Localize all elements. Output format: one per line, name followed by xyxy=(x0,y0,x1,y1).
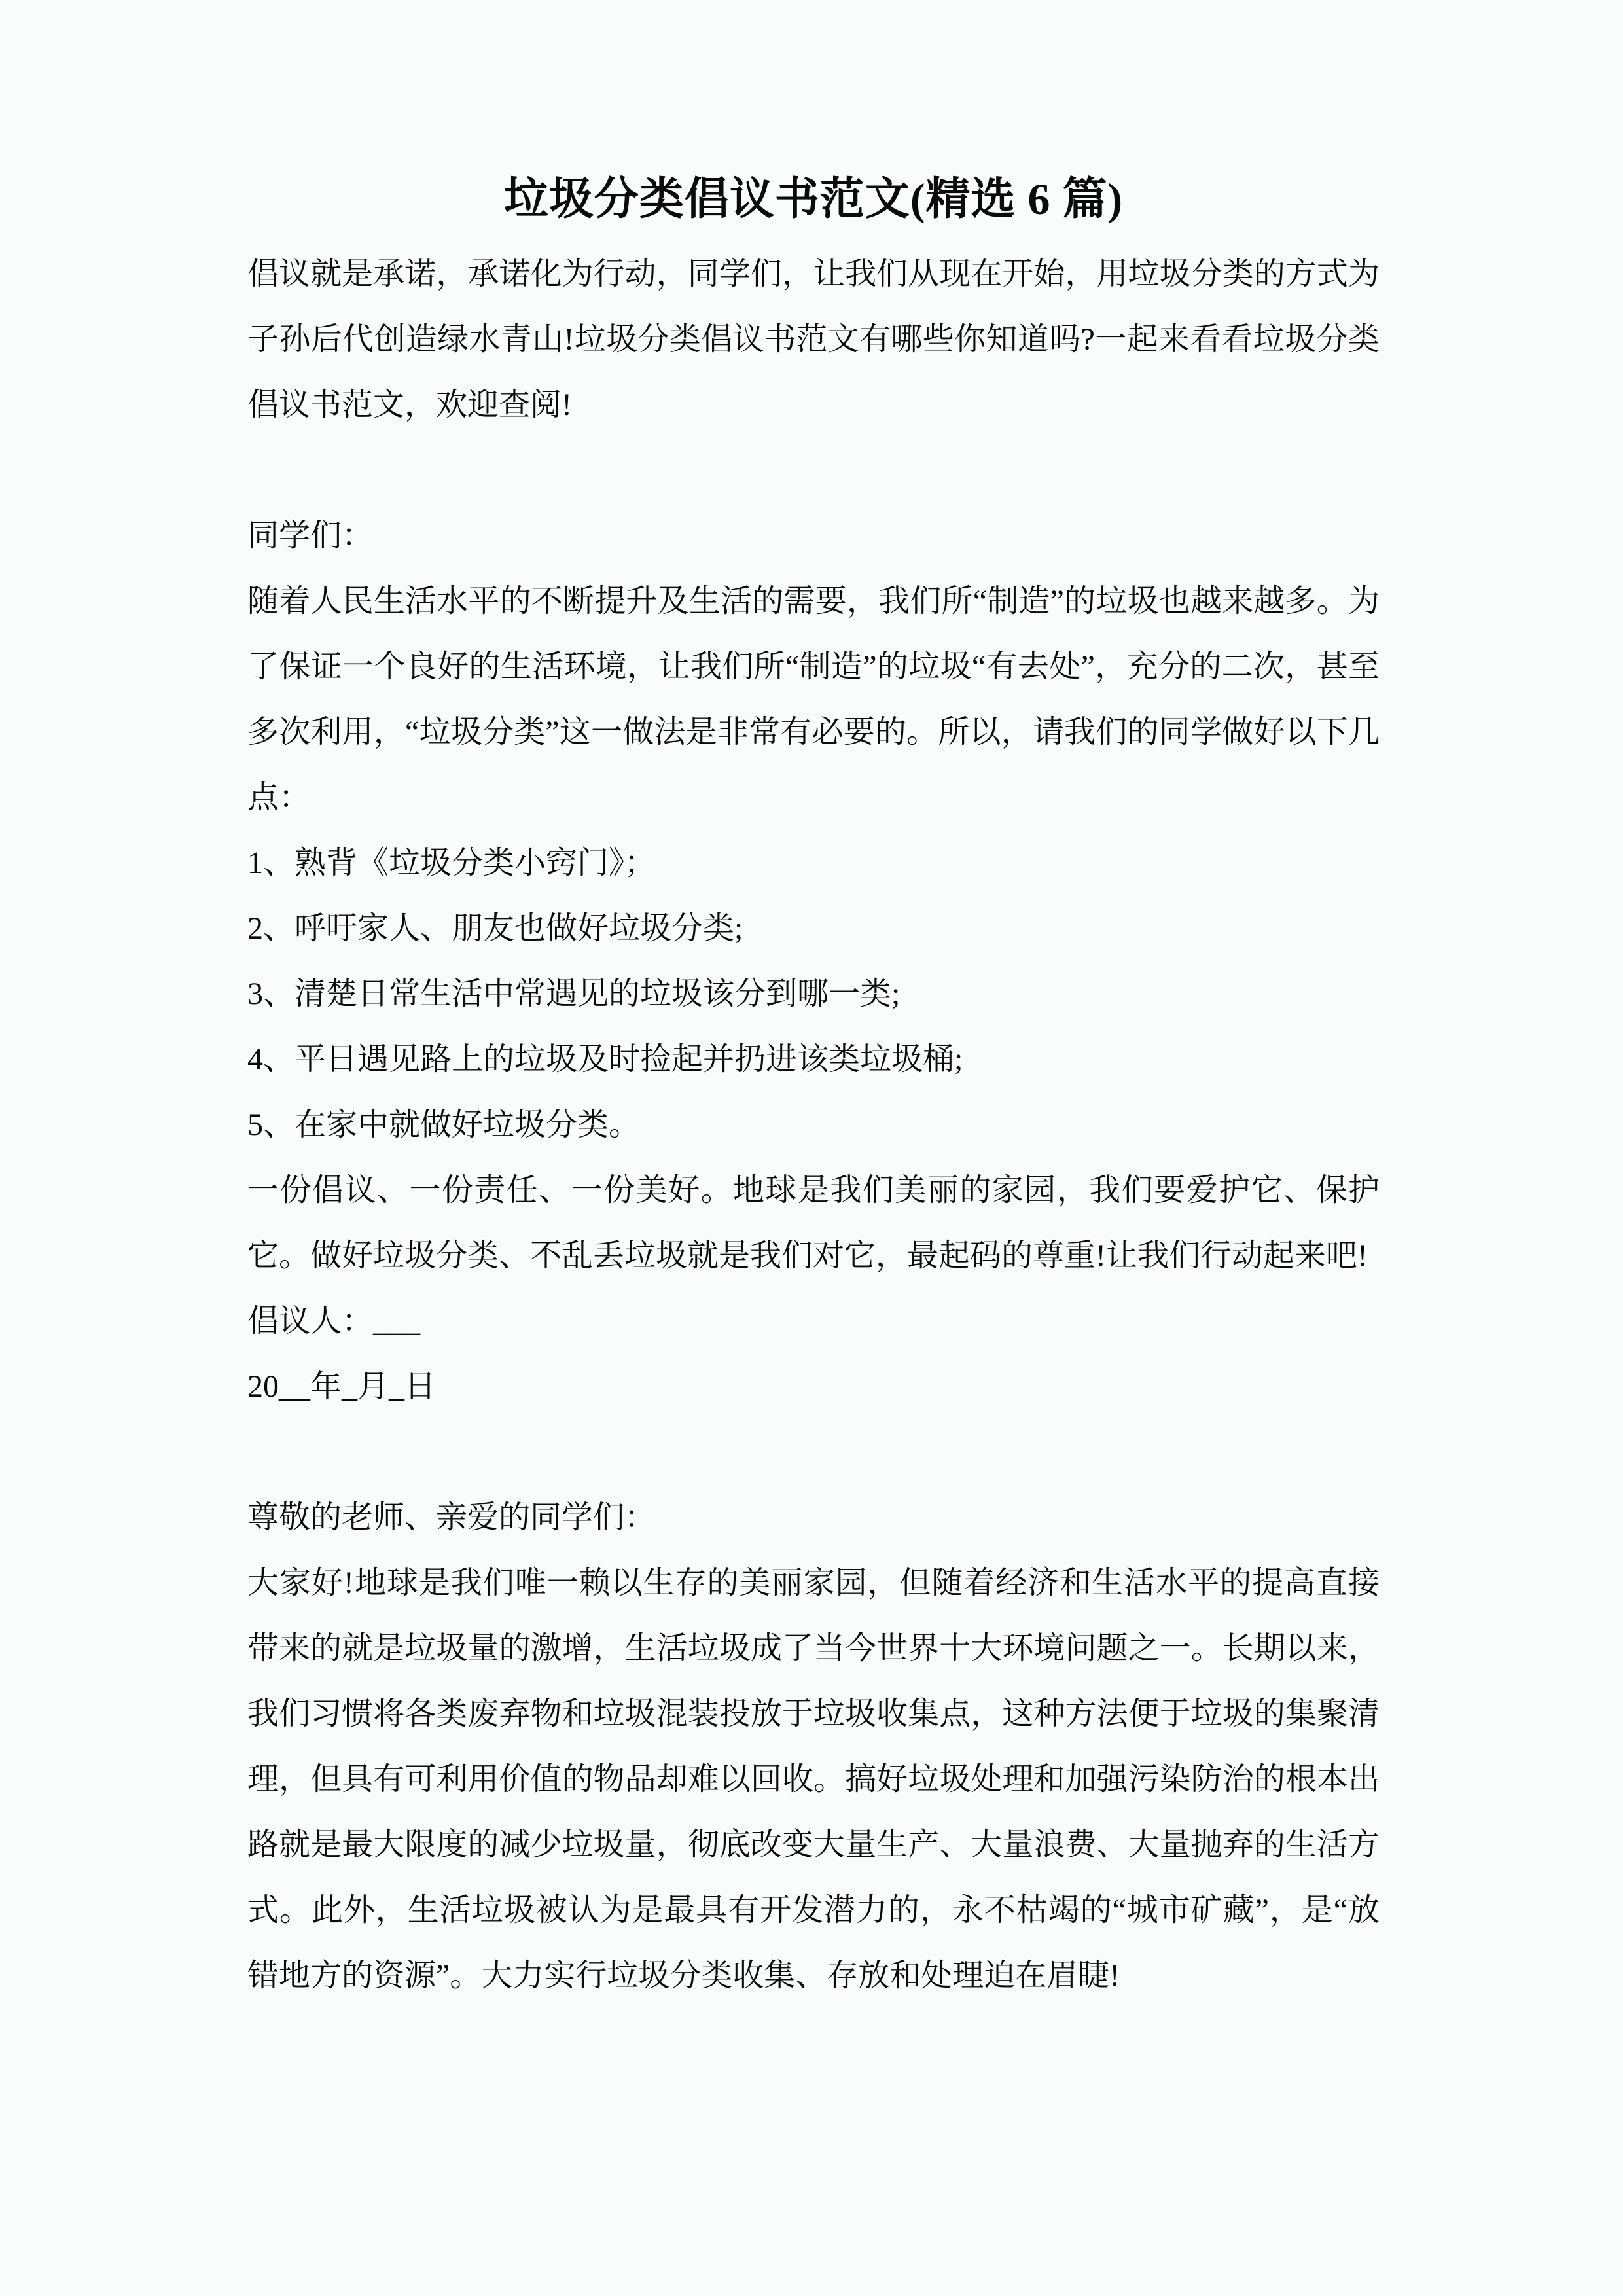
letter-one-signature-name: 倡议人：___ xyxy=(247,1304,421,1338)
letter-one-item-1: 1、熟背《垃圾分类小窍门》； xyxy=(247,846,656,880)
letter-one-signature-date: 20__年_月_日 xyxy=(247,1369,437,1404)
letter-one-item-2: 2、呼吁家人、朋友也做好垃圾分类; xyxy=(247,911,743,946)
page-title: 垃圾分类倡议书范文(精选 6 篇) xyxy=(503,174,1124,224)
letter-two-salutation: 尊敬的老师、亲爱的同学们： xyxy=(247,1500,656,1535)
spacer-between-letters xyxy=(247,1420,1380,1485)
spacer-after-intro xyxy=(247,438,1380,503)
letter-two-body: 大家好!地球是我们唯一赖以生存的美丽家园，但随着经济和生活水平的提高直接带来的就是垃圾量的激增，生活垃圾成了当今世界十大环境问题之一。长期以来，我们习惯将各类废弃物和垃圾混装投放于垃圾收集点，这种方法便于垃圾的集聚清理，但具有可利用价值的物品却难以回收。搞好垃圾处理和加强污染防治的根本出路就是最大限度的减少垃圾量，彻底改变大量生产、大量浪费、大量抛弃的生活方式。此外，生活垃圾被认为是最具有开发潜力的，永不枯竭的“城市矿藏”，是“放错地方的资源”。大力实行垃圾分类收集、存放和处理迫在眉睫! xyxy=(247,1566,1380,1993)
letter-one-salutation: 同学们： xyxy=(247,518,374,553)
letter-one-item-4: 4、平日遇见路上的垃圾及时捡起并扔进该类垃圾桶; xyxy=(247,1042,963,1077)
intro-paragraph: 倡议就是承诺，承诺化为行动，同学们，让我们从现在开始，用垃圾分类的方式为子孙后代创造绿水青山!垃圾分类倡议书范文有哪些你知道吗?一起来看看垃圾分类倡议书范文，欢迎查阅! xyxy=(247,257,1380,422)
letter-one-item-3: 3、清楚日常生活中常遇见的垃圾该分到哪一类; xyxy=(247,977,901,1011)
letter-one-body: 随着人民生活水平的不断提升及生活的需要，我们所“制造”的垃圾也越来越多。为了保证一个良好的生活环境，让我们所“制造”的垃圾“有去处”，充分的二次，甚至多次利用，“垃圾分类”这一做法是非常有必要的。所以，请我们的同学做好以下几点： xyxy=(247,584,1380,815)
letter-one-closing: 一份倡议、一份责任、一份美好。地球是我们美丽的家园，我们要爱护它、保护它。做好垃圾分类、不乱丢垃圾就是我们对它，最起码的尊重!让我们行动起来吧! xyxy=(247,1173,1380,1273)
letter-one-item-5: 5、在家中就做好垃圾分类。 xyxy=(247,1107,641,1142)
page-content-column xyxy=(247,0,1380,2009)
